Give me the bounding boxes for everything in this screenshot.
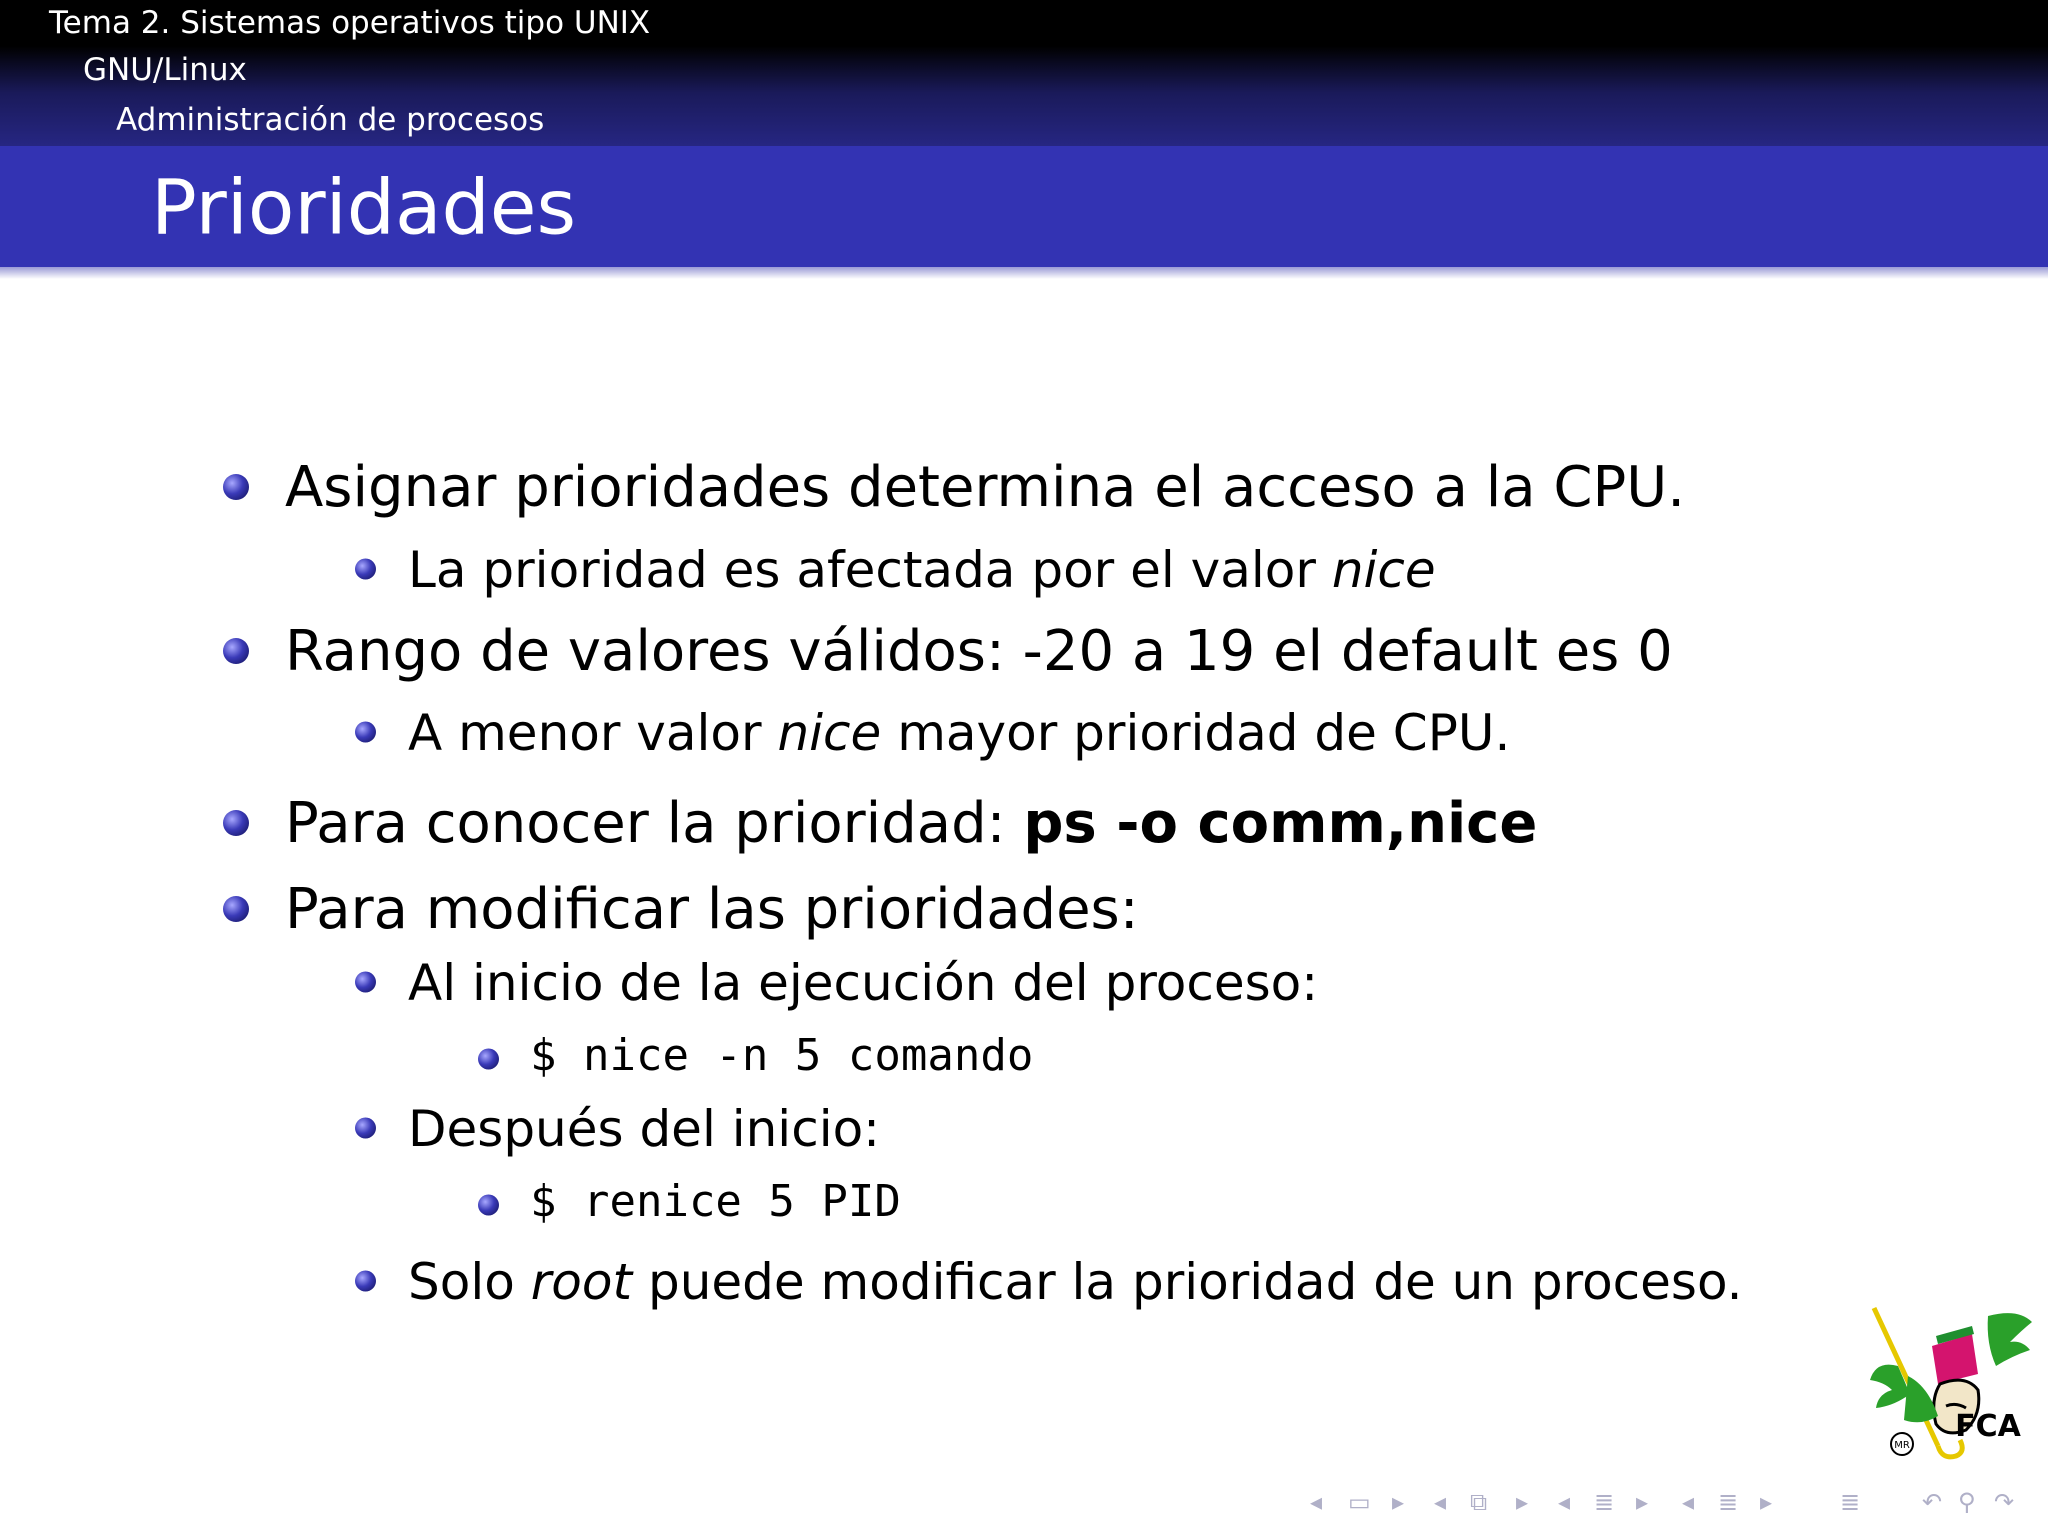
bullet-icon: [223, 810, 249, 836]
bullet-text: Para modificar las prioridades:: [285, 877, 1139, 943]
bullet-item-rango: [285, 616, 1673, 686]
nav-part-icon[interactable]: ≣: [1718, 1488, 1739, 1516]
header-section-title[interactable]: Tema 2. Sistemas operativos tipo UNIX: [49, 5, 651, 41]
nav-next-section-icon[interactable]: ▸: [1636, 1488, 1649, 1516]
bullet-icon: [355, 722, 376, 743]
ps-command: ps -o comm,nice: [1023, 791, 1538, 857]
bullet-icon: [223, 474, 249, 500]
nav-next-subsection-icon[interactable]: ▸: [1516, 1488, 1529, 1516]
nav-section-icon[interactable]: ≣: [1594, 1488, 1615, 1516]
subbullet-item-inicio: [408, 950, 1318, 1014]
logo-label: FCA: [1955, 1409, 2021, 1444]
subbullet-text: Al inicio de la ejecución del proceso:: [408, 953, 1319, 1012]
logo-mark: MR: [1894, 1440, 1910, 1451]
subbullet-item-root: [408, 1249, 1743, 1313]
subbullet-item-nice: [408, 537, 1436, 601]
bullet-item-conocer: [285, 788, 1537, 858]
bullet-text: Para conocer la prioridad: ps -o comm,nice: [285, 791, 1538, 857]
nav-prev-section-icon[interactable]: ◂: [1558, 1488, 1571, 1516]
nav-forward-icon[interactable]: ↷: [1994, 1488, 2015, 1516]
nice-command: $ nice -n 5 comando: [530, 1030, 1034, 1081]
subsubbullet-item-nice-cmd: [530, 1030, 1033, 1088]
nav-next-part-icon[interactable]: ▸: [1760, 1488, 1773, 1516]
subbullet-text: Solo root puede modificar la prioridad de un proceso.: [408, 1252, 1743, 1311]
nav-next-frame-icon[interactable]: ▸: [1392, 1488, 1405, 1516]
renice-command: $ renice 5 PID: [530, 1176, 901, 1227]
fca-logo: [1868, 1306, 2036, 1464]
bullet-icon: [478, 1195, 499, 1216]
nav-prev-subsection-icon[interactable]: ◂: [1434, 1488, 1447, 1516]
bullet-item-modificar: [285, 874, 1139, 944]
header-subsubsection-bar: [0, 93, 2048, 146]
nav-back-icon[interactable]: ↶: [1922, 1488, 1943, 1516]
bullet-icon: [355, 1271, 376, 1292]
bullet-icon: [478, 1049, 499, 1070]
bullet-text: Rango de valores válidos: -20 a 19 el default es 0: [285, 619, 1673, 685]
bullet-icon: [355, 559, 376, 580]
beamer-navigation: [1310, 1488, 2040, 1524]
bullet-icon: [355, 972, 376, 993]
subbullet-item-menor: [408, 700, 1510, 764]
nav-prev-frame-icon[interactable]: ◂: [1310, 1488, 1323, 1516]
bullet-icon: [355, 1118, 376, 1139]
frame-title: Prioridades: [151, 162, 577, 251]
subbullet-text: Después del inicio:: [408, 1099, 881, 1158]
nav-outline-icon[interactable]: ≣: [1840, 1488, 1861, 1516]
subbullet-text: La prioridad es afectada por el valor nice: [408, 540, 1436, 599]
title-shadow: [0, 267, 2048, 279]
header-subsubsection-title[interactable]: Administración de procesos: [116, 101, 545, 138]
nav-prev-part-icon[interactable]: ◂: [1682, 1488, 1695, 1516]
nav-subsection-icon[interactable]: ⧉: [1470, 1488, 1488, 1516]
header-subsection-title[interactable]: GNU/Linux: [83, 51, 247, 88]
nav-frame-icon[interactable]: ▭: [1348, 1488, 1371, 1516]
frame-title-bar: [0, 146, 2048, 267]
subbullet-text: A menor valor nice mayor prioridad de CPU.: [408, 703, 1511, 762]
bullet-text: Asignar prioridades determina el acceso a la CPU.: [285, 455, 1686, 521]
bullet-icon: [223, 896, 249, 922]
subsubbullet-item-renice-cmd: [530, 1176, 901, 1234]
header-section-bar: [0, 0, 2048, 46]
bullet-icon: [223, 638, 249, 664]
nav-search-icon[interactable]: ⚲: [1958, 1488, 1976, 1516]
subbullet-item-despues: [408, 1096, 880, 1160]
bullet-item-asignar: [285, 452, 1685, 522]
header-subsection-bar: [0, 46, 2048, 93]
